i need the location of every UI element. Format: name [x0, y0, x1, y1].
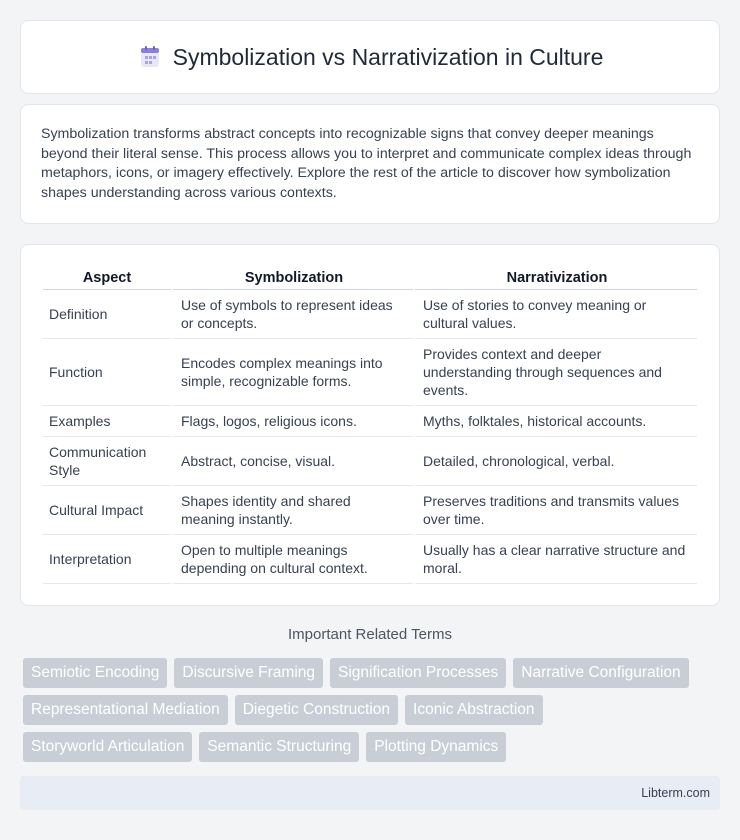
table-cell: Flags, logos, religious icons.: [171, 406, 413, 437]
tag-narrative-configuration[interactable]: Narrative Configuration: [513, 658, 688, 688]
footer-brand-link[interactable]: Libterm.com: [641, 786, 710, 800]
tag-discursive-framing[interactable]: Discursive Framing: [174, 658, 323, 688]
tag-iconic-abstraction[interactable]: Iconic Abstraction: [405, 695, 542, 725]
table-cell: Myths, folktales, historical accounts.: [413, 406, 697, 437]
table-header-row: [43, 265, 697, 290]
table-cell: Encodes complex meanings into simple, recognizable forms.: [171, 339, 413, 406]
table-cell: Abstract, concise, visual.: [171, 437, 413, 486]
tag-storyworld-articulation[interactable]: Storyworld Articulation: [23, 732, 192, 762]
table-cell: Usually has a clear narrative structure and moral.: [413, 535, 697, 584]
tag-semantic-structuring[interactable]: Semantic Structuring: [199, 732, 359, 762]
table-row: [43, 437, 697, 486]
page-footer: [20, 776, 720, 810]
page-header: [20, 20, 720, 94]
tag-plotting-dynamics[interactable]: Plotting Dynamics: [366, 732, 506, 762]
column-header-symbolization: Symbolization: [171, 265, 413, 290]
table-row: [43, 486, 697, 535]
table-row: [43, 535, 697, 584]
comparison-table: [43, 265, 697, 584]
table-cell: Open to multiple meanings depending on cultural context.: [171, 535, 413, 584]
tag-row: [23, 695, 723, 725]
tag-diegetic-construction[interactable]: Diegetic Construction: [235, 695, 398, 725]
column-header-aspect: Aspect: [43, 265, 171, 290]
tag-signification-processes[interactable]: Signification Processes: [330, 658, 506, 688]
table-cell: Communication Style: [43, 437, 171, 486]
page-title: Symbolization vs Narrativization in Culture: [172, 43, 604, 70]
table-cell: Examples: [43, 406, 171, 437]
tag-row: [23, 732, 723, 762]
table-cell: Use of stories to convey meaning or cultural values.: [413, 290, 697, 339]
related-terms-list: [23, 658, 723, 769]
tag-row: [23, 658, 723, 688]
table-cell: Shapes identity and shared meaning instantly.: [171, 486, 413, 535]
table-row: [43, 406, 697, 437]
tag-representational-mediation[interactable]: Representational Mediation: [23, 695, 228, 725]
related-terms-title: Important Related Terms: [288, 626, 452, 643]
comparison-table-card: [20, 244, 720, 606]
table-row: [43, 339, 697, 406]
document-icon: [137, 44, 163, 70]
table-row: [43, 290, 697, 339]
table-cell: Function: [43, 339, 171, 406]
column-header-narrativization: Narrativization: [413, 265, 697, 290]
table-cell: Definition: [43, 290, 171, 339]
intro-section: [20, 104, 720, 224]
tag-semiotic-encoding[interactable]: Semiotic Encoding: [23, 658, 167, 688]
table-cell: Cultural Impact: [43, 486, 171, 535]
table-cell: Interpretation: [43, 535, 171, 584]
intro-paragraph: Symbolization transforms abstract concepts into recognizable signs that convey deeper meanings beyond their literal sense. This process allows you to interpret and communicate complex ideas through metaphors, icons, or imagery effectively. Explore the rest of the article to discover how symbolization shapes understanding across various contexts.: [41, 126, 692, 201]
table-cell: Provides context and deeper understanding through sequences and events.: [413, 339, 697, 406]
table-cell: Use of symbols to represent ideas or concepts.: [171, 290, 413, 339]
table-cell: Preserves traditions and transmits values over time.: [413, 486, 697, 535]
table-cell: Detailed, chronological, verbal.: [413, 437, 697, 486]
